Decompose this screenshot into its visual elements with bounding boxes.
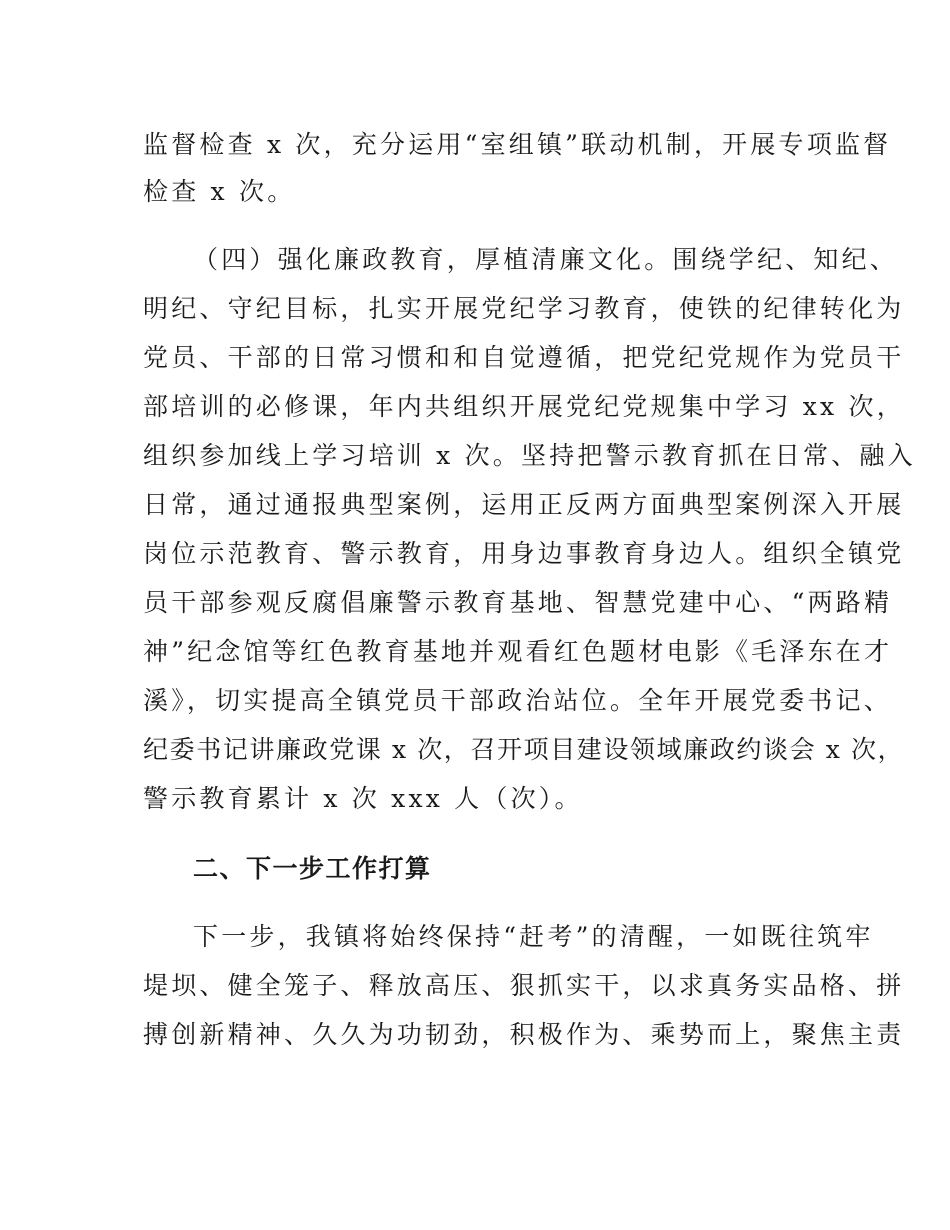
body-line-5: 党员、干部的日常习惯和和自觉遵循，把党纪党规作为党员干	[143, 343, 905, 372]
body-line-7: 组织参加线上学习培训 x 次。坚持把警示教育抓在日常、融入	[143, 441, 916, 470]
body-line-12: 溪》，切实提高全镇党员干部政治站位。全年开展党委书记、	[143, 686, 892, 715]
body-line-8: 日常，通过通报典型案例，运用正反两方面典型案例深入开展	[143, 490, 905, 519]
body-line-18: 搏创新精神、久久为功韧劲，积极作为、乘势而上，聚焦主责	[143, 1020, 905, 1049]
body-line-14: 警示教育累计 x 次 xxx 人（次）。	[143, 784, 583, 813]
next-step-line-1: 下一步，我镇将始终保持“赶考”的清醒，一如既往筑牢	[193, 922, 874, 951]
body-line-11: 神”纪念馆等红色教育基地并观看红色题材电影《毛泽东在才	[143, 637, 893, 666]
body-line-1: 监督检查 x 次，充分运用“室组镇”联动机制，开展专项监督	[143, 130, 892, 159]
body-line-6: 部培训的必修课，年内共组织开展党纪党规集中学习 xx 次，	[143, 392, 905, 421]
body-line-2: 检查 x 次。	[143, 177, 296, 206]
body-line-17: 堤坝、健全笼子、释放高压、狠抓实干，以求真务实品格、拼	[143, 971, 905, 1000]
body-line-9: 岗位示范教育、警示教育，用身边事教育身边人。组织全镇党	[143, 539, 905, 568]
body-line-10: 员干部参观反腐倡廉警示教育基地、智慧党建中心、“两路精	[143, 588, 893, 617]
body-line-4: 明纪、守纪目标，扎实开展党纪学习教育，使铁的纪律转化为	[143, 294, 905, 323]
body-line-13: 纪委书记讲廉政党课 x 次，召开项目建设领域廉政约谈会 x 次，	[143, 735, 905, 764]
section-four-line-1: （四）强化廉政教育，厚植清廉文化。围绕学纪、知纪、	[193, 245, 899, 274]
section-heading: 二、下一步工作打算	[193, 854, 432, 883]
